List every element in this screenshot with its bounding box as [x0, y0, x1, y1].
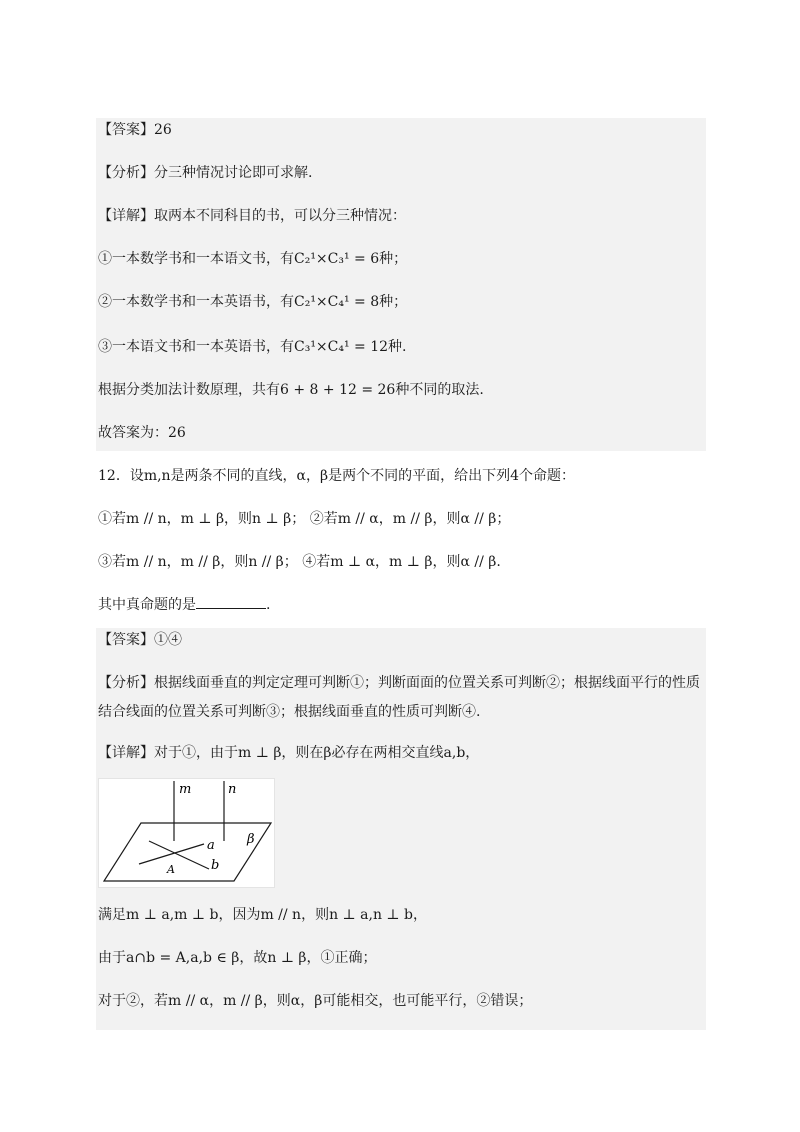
- case-3-line: [98, 338, 407, 356]
- label-b: b: [211, 858, 220, 873]
- case-3-text: ③一本语文书和一本英语书，有: [98, 339, 294, 355]
- final-answer-line: 故答案为：26: [98, 425, 186, 441]
- plane-lines-diagram: [99, 779, 274, 887]
- analysis-line: 【分析】分三种情况讨论即可求解.: [98, 165, 313, 181]
- answer-line: 【答案】26: [98, 122, 172, 138]
- label-m: m: [179, 782, 192, 797]
- case-2-text: ②一本数学书和一本英语书，有: [98, 294, 294, 310]
- label-beta: β: [247, 832, 255, 847]
- answer-blank: [196, 596, 266, 609]
- geometry-figure: [98, 778, 275, 888]
- after-figure-line-2: 由于a∩b = A,a,b ∈ β，故n ⊥ β，①正确；: [98, 950, 377, 966]
- conclusion-line: 根据分类加法计数原理，共有6 + 8 + 12 = 26种不同的取法.: [98, 382, 484, 398]
- propositions-line-1: ①若m // n，m ⊥ β，则n ⊥ β； ②若m // α，m // β，则α // β；: [98, 511, 511, 527]
- label-A: A: [167, 863, 175, 876]
- question-ask-line: [98, 596, 270, 614]
- analysis-line-2a: 【分析】根据线面垂直的判定定理可判断①；判断面面的位置关系可判断②；根据线面平行的性质: [98, 675, 700, 691]
- case-2-expression: C₂¹×C₄¹ = 8种；: [294, 294, 408, 310]
- case-2-line: [98, 293, 407, 311]
- analysis-line-2b: 结合线面的位置关系可判断③；根据线面垂直的性质可判断④.: [98, 704, 481, 720]
- question-ask-suffix: .: [266, 597, 271, 613]
- answer-line-2: 【答案】①④: [98, 632, 182, 648]
- question-ask-prefix: 其中真命题的是: [98, 597, 196, 613]
- detail-line-2: 【详解】对于①，由于m ⊥ β，则在β必存在两相交直线a,b，: [98, 745, 480, 761]
- case-1-text: ①一本数学书和一本语文书，有: [98, 251, 294, 267]
- label-n: n: [228, 782, 237, 797]
- detail-intro-line: 【详解】取两本不同科目的书，可以分三种情况：: [98, 208, 406, 224]
- case-1-expression: C₂¹×C₃¹ = 6种；: [294, 251, 408, 267]
- plane-beta: [104, 823, 271, 881]
- label-a: a: [207, 838, 215, 853]
- case-3-expression: C₃¹×C₄¹ = 12种.: [294, 339, 407, 355]
- after-figure-line-1: 满足m ⊥ a,m ⊥ b，因为m // n，则n ⊥ a,n ⊥ b，: [98, 907, 427, 923]
- case-1-line: [98, 250, 407, 268]
- question-12-stem: 12．设m,n是两条不同的直线，α，β是两个不同的平面，给出下列4个命题：: [98, 468, 576, 484]
- propositions-line-2: ③若m // n，m // β，则n // β； ④若m ⊥ α，m ⊥ β，则α // β.: [98, 554, 501, 570]
- after-figure-line-3: 对于②，若m // α，m // β，则α，β可能相交，也可能平行，②错误；: [98, 993, 533, 1009]
- line-b: [139, 844, 204, 864]
